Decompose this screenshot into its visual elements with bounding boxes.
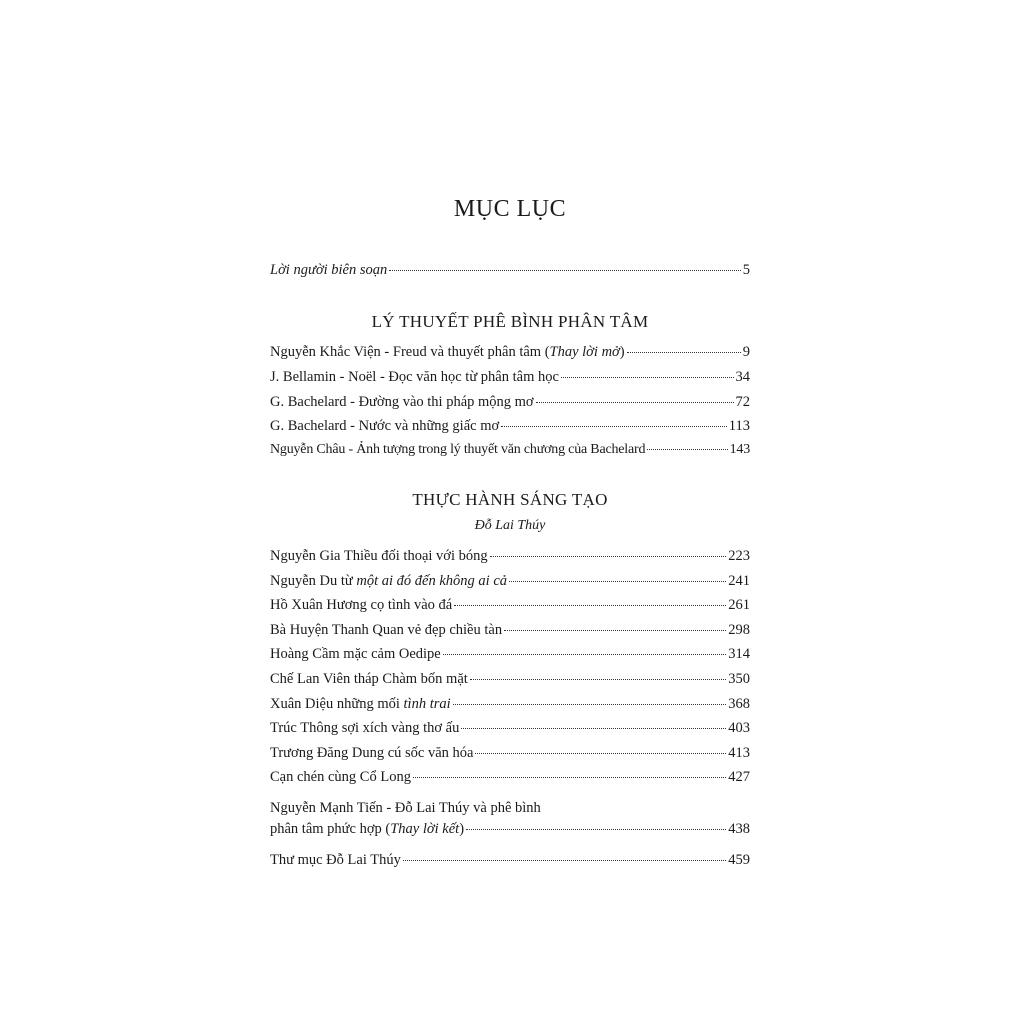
- toc-entry-label: Nguyễn Khắc Viện - Freud và thuyết phân tâm (Thay lời mở): [270, 344, 625, 360]
- toc-entry-label: Trương Đăng Dung cú sốc văn hóa: [270, 745, 474, 761]
- toc-entry-label: Bà Huyện Thanh Quan vẻ đẹp chiều tàn: [270, 622, 503, 638]
- toc-entry: [270, 769, 750, 789]
- toc-page-number: 298: [728, 622, 750, 638]
- toc-entry: [270, 344, 750, 364]
- dot-leader: [561, 377, 734, 378]
- toc-entry-label: Hồ Xuân Hương cọ tình vào đá: [270, 597, 453, 613]
- toc-page-number: 223: [728, 548, 750, 564]
- toc-entry-label: Cạn chén cùng Cổ Long: [270, 769, 411, 785]
- dot-leader: [647, 449, 727, 450]
- dot-leader: [413, 777, 726, 778]
- toc-page-number: 314: [728, 646, 750, 662]
- dot-leader: [466, 829, 726, 830]
- dot-leader: [504, 630, 726, 631]
- dot-leader: [403, 860, 726, 861]
- toc-entry: [270, 696, 750, 716]
- dot-leader: [509, 581, 726, 582]
- toc-page-number: 34: [735, 369, 750, 385]
- toc-entry: [270, 720, 750, 740]
- toc-entry: [270, 671, 750, 691]
- toc-page-number: 241: [728, 573, 750, 589]
- dot-leader: [475, 753, 726, 754]
- toc-entry: [270, 573, 750, 593]
- toc-entry-label: Nguyễn Châu - Ảnh tượng trong lý thuyết văn chương của Bachelard: [270, 442, 646, 457]
- dot-leader: [454, 605, 726, 606]
- toc-entry: [270, 548, 750, 568]
- dot-leader: [453, 704, 727, 705]
- toc-entry: [270, 597, 750, 617]
- toc-page-number: 5: [742, 262, 750, 278]
- toc-entry: [270, 418, 750, 438]
- toc-entry: [270, 394, 750, 414]
- toc-page-number: 438: [728, 821, 750, 837]
- dot-leader: [470, 679, 726, 680]
- toc-entry-label: phân tâm phức hợp (Thay lời kết): [270, 821, 465, 837]
- page-title: MỤC LỤC: [453, 196, 567, 222]
- toc-entry-bibliography: [270, 852, 750, 872]
- toc-page-number: 143: [729, 442, 750, 457]
- toc-entry: [270, 622, 750, 642]
- dot-leader: [461, 728, 726, 729]
- toc-page-number: 9: [742, 344, 750, 360]
- toc-entry-label: G. Bachelard - Nước và những giấc mơ: [270, 418, 500, 434]
- toc-page-number: 261: [728, 597, 750, 613]
- toc-page-number: 113: [728, 418, 750, 434]
- toc-entry: [270, 369, 750, 389]
- toc-page-number: 403: [728, 720, 750, 736]
- dot-leader: [443, 654, 727, 655]
- section-heading-practice: THỰC HÀNH SÁNG TẠO: [412, 490, 608, 509]
- dot-leader: [627, 352, 741, 353]
- toc-page-number: 459: [728, 852, 750, 868]
- toc-entry-label: Lời người biên soạn: [270, 262, 388, 278]
- toc-entry-label: Xuân Diệu những mối tình trai: [270, 696, 451, 712]
- toc-entry: [270, 745, 750, 765]
- section-heading-theory: LÝ THUYẾT PHÊ BÌNH PHÂN TÂM: [371, 312, 649, 331]
- toc-entry-label: Nguyễn Gia Thiều đối thoại với bóng: [270, 548, 488, 564]
- dot-leader: [389, 270, 741, 271]
- toc-page-number: 413: [728, 745, 750, 761]
- toc-page-number: 427: [728, 769, 750, 785]
- toc-entry-label: Chế Lan Viên tháp Chàm bốn mặt: [270, 671, 468, 687]
- toc-entry-afterword-line1: Nguyễn Mạnh Tiến - Đỗ Lai Thúy và phê bình: [270, 800, 541, 816]
- toc-page-number: 72: [735, 394, 750, 410]
- toc-page-number: 350: [728, 671, 750, 687]
- toc-page: [270, 0, 750, 1024]
- toc-entry-preface: [270, 262, 750, 282]
- section-author: Đỗ Lai Thúy: [474, 518, 546, 533]
- toc-entry-label: J. Bellamin - Noël - Đọc văn học từ phân tâm học: [270, 369, 559, 385]
- toc-entry-label: G. Bachelard - Đường vào thi pháp mộng mơ: [270, 394, 534, 410]
- toc-page-number: 368: [728, 696, 750, 712]
- toc-entry-label: Thư mục Đỗ Lai Thúy: [270, 852, 401, 868]
- toc-entry: [270, 442, 750, 462]
- toc-entry-afterword: [270, 821, 750, 841]
- dot-leader: [490, 556, 727, 557]
- toc-entry: [270, 646, 750, 666]
- dot-leader: [536, 402, 734, 403]
- toc-entry-label: Nguyễn Du từ một ai đó đến không ai cả: [270, 573, 508, 589]
- toc-entry-label: Trúc Thông sợi xích vàng thơ ấu: [270, 720, 460, 736]
- dot-leader: [501, 426, 727, 427]
- toc-entry-label: Hoàng Cầm mặc cảm Oedipe: [270, 646, 441, 662]
